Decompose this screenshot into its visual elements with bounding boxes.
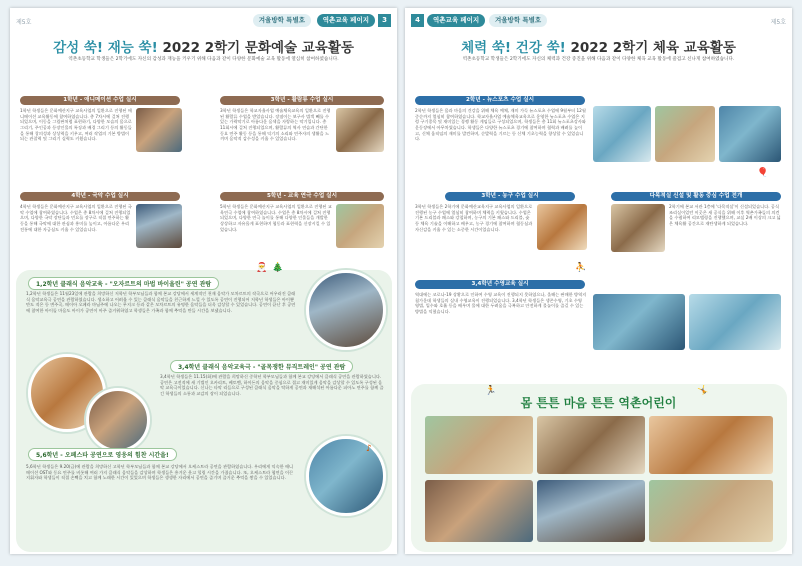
- kid-deco-icon: ⛹: [575, 263, 587, 273]
- section-body-grade3: 3학년 학생들은 학교자율사업 예술체육교육의 일환으로 진행된 활람류 수업을 받았습니다. 장점이는 보구사 법객 빼를 수 있는 가락악기로 아름다운 음색을 자랑하는 악기입니다. 총 11회시에 걸쳐 진행되었으며, 활람류의 역사 연습과 간단한 동요 연주 활동 등을 통해 익기의 소리와 연주자의 생활을 느끼며 음악적 감수성을 키울 수 있었습니다.: [220, 108, 331, 142]
- event2-body: 3,4학년 학생들은 11.15(화)에 관람을 희망하신 중학년 학부모님들과 함께 본교 강당에서 클래식 공연을 관람하였습니다. 공연은 고전적에 새 기법인 오카리트, 베토벤, 하이든의 음악을 중심으로 접고 재미있게 음악을 감상할 수 있도록 구성된 음악 교육극이었습니다. 신나는 타악 리듬으로 구성된 클래식 음악을 탁하게 공연과 재해석된 아름다운 피아노 연주를 함께 즐긴 학생들의 소통과 교감의 장이 되었습니다.: [160, 374, 384, 397]
- photo-multiroom: [611, 204, 665, 252]
- gallery-photo-2: [537, 416, 645, 474]
- issue-tag: 겨울방학 특별호: [253, 14, 311, 27]
- running-kid-icon: 🏃: [485, 386, 497, 396]
- photo-swimming-a: [593, 294, 685, 350]
- music-note-icon: ♪: [366, 444, 372, 454]
- section-title-newsports: 2학년 - 뉴스포츠 수업 실시: [415, 96, 585, 105]
- section-body-grade1: 1학년 학생들은 문화예산지구 교육사업의 일환으로 진행된 애니메이션 교육활동에 참여하였습니다. 총 7차시에 걸쳐 진행되었으며, 이동을 그림판처럼 표현하기, 다양한 모습의 몸으로 그리기, 주인공과 등장인물의 특징과 배경 그리기 등의 활동들을 통해 창의성과 상상력을 키우고, 여러 작업의 기본 방법이 되는 관찰력 및 그리기 실력도 키웠습니다.: [20, 108, 132, 142]
- photo-newsports-b: [655, 106, 715, 162]
- page-title: [405, 36, 792, 56]
- title-highlight: 감성 쑥! 재능 쑥!: [53, 40, 158, 56]
- photo-drama-class: [336, 204, 384, 248]
- page-tab-number: 3: [378, 14, 391, 27]
- section-title-multiroom: 다목적실 신설 및 활동 중심 수업 전개: [611, 192, 781, 201]
- page-tab-number: 4: [411, 14, 424, 27]
- section-title-grade3: 3학년 - 활람류 수업 실시: [220, 96, 384, 105]
- section-body-swimming: 역대에는 코로나-19 상황으로 인하여 수영 교육이 진행되지 못하였으나, 올해는 판매한 방역지침가운데 학생들의 실내 수영교육이 진행되었습니다. 3,4학년 학생들은 생존수영, 기초 수영 영법, 입수와 호흡 등을 배우며 물에 대한 두려움을 극복하고 안전하게 물놀이를 즐길 수 있는 방법을 익혔습니다.: [415, 292, 587, 315]
- section-body-newsports: 2학년 학생들은 몸과 마음의 건강을 위해 체육 예체, 재미 가득 뉴스포츠 수업에 9월부터 12월 중순까지 열심히 참여하였습니다. 학교자율사업 예술체육교육으로 운영한 뉴스포츠 수업은 지렁 구기종목 및 재미있는 경쟁 활동 게임들로 구성되었으며, 학생들은 총 11회 뉴스포츠강사와 운동장에서 아무차였습니다. 학생들은 다양한 뉴스포츠 경기에 참여하며 협력과 배려를 높이고, 신체 움직임의 재미를 발견하며, 순발력을 기르는 등 신체 기초능력을 향상할 수 있었습니다.: [415, 108, 586, 142]
- gallery-photo-3: [649, 416, 773, 474]
- section-body-grade4: 4학년 학생들은 문화예산지구 교육사업의 일환으로 진행된 국악 수업에 참여하였습니다. 수업은 총 8차시에 걸쳐 진행되었으며, 다양한 국악 장단들과 민요를 장구로 직접 연주하는 활동을 통해 국악에 대한 관심과 흥미를 높이고, 아름다운 우리 전통에 대한 자긍심도 키울 수 있었습니다.: [20, 204, 132, 232]
- section-title-swimming: 3,4학년 수영교육 실시: [415, 280, 585, 289]
- event1-title: 1,2학년 클래식 음악교육 - "오자르트의 마법 바이올린" 공연 관람: [28, 277, 219, 290]
- title-main: 2022 2학기 문화예술 교육활동: [162, 40, 354, 56]
- jumping-kid-icon: 🤸: [697, 386, 709, 396]
- page-number: 제5호: [16, 19, 32, 26]
- photo-newsports-c: [719, 106, 781, 162]
- tree-deco-icon: 🎄: [272, 263, 284, 273]
- photo-newsports-a: [593, 106, 651, 162]
- left-page: [10, 8, 397, 554]
- right-page-header: [411, 14, 786, 28]
- left-page-header: [16, 14, 391, 28]
- event1-body: 1,2학년 학생들은 11월23일에 관람을 희망하신 저학년 학부모님들과 함께 본교 강당에서 세계적인 천재 음악가 모차르트의 작곡으로 어우러진 클래식 음악교육극 공연을 관람하였습니다. 생소하고 어려울 수 있는 클래식 음악들을 친근하게 느낄 수 있도록 공연이 진행되어 저학년 학생들은 아이뿐만도 적은 등 변주곡, 메이아 오페라 마님주에 나오는 무지크 등과 같은 모차르트의 유명한 음악들을 더욱 감상할 수 있었습니다. 공연이 끝난 후 공연에 참여한 아이돌 마음도 아이가 공연이 아주 즐거워하였고 학생들은 가족과 함께 추억을 만들 시간을 보냈습니다.: [26, 291, 296, 314]
- gallery-title: 몸 튼튼 마음 튼튼 역촌어린이: [520, 396, 677, 410]
- title-main: 2022 2학기 체육 교육활동: [570, 40, 736, 56]
- page-subtitle: 역촌초등학교 학생들은 2학기에도 자신의 감성과 재능을 키우기 위해 다음과 같이 다양한 문화예술 교육 활동에 열심히 참여하였습니다.: [68, 57, 339, 62]
- santa-deco-icon: 🎅: [256, 263, 268, 273]
- photo-event1-circle: [306, 270, 386, 350]
- event2-title: 3,4학년 클래식 음악교육극 - "골목쟁한 뮤직트레인" 공연 관람: [170, 360, 353, 373]
- section-title-grade1: 1학년 - 애니메이션 수업 실시: [20, 96, 180, 105]
- gallery-photo-4: [425, 480, 533, 542]
- event3-body: 5,6학년 학생들은 9.20(금)에 관람을 희망하신 고학년 학부모님들과 함께 본교 강당에서 오케스트라 공연을 관람하였습니다. 우리에게 익숙한 애니메이션 OST와 동요 연주를 비롯해 여러 가지 클래식 음악들을 감상하며 학생들은 흥겨운 웃고 힐링 시간을 가졌습니다. 또, 오케스트라 협연을 이끈 지휘자와 학생들이 직접 손뼉을 치고 함께 노래한 시간이 있었으며 학생들은 생생한 자리에서 공연을 즐기며 즐거운 추억을 쌓을 수 있었습니다.: [26, 464, 294, 481]
- photo-instrument-class: [336, 108, 384, 152]
- section-tag: 역촌교육 페이지: [317, 14, 375, 27]
- photo-gugak-class: [136, 204, 182, 248]
- photo-basketball: [537, 204, 587, 250]
- gallery-photo-5: [537, 480, 645, 542]
- page-subtitle: 역촌초등학교 학생들은 2학기에도 자신의 체력과 건강 증진을 위해 다음과 같이 다양한 체육 교육 활동에 즐겁고 신나게 참여하였습니다.: [462, 57, 735, 62]
- gallery-photo-1: [425, 416, 533, 474]
- section-title-basketball: 3학년 - 농구 수업 실시: [445, 192, 575, 201]
- gallery-photo-6: [649, 480, 773, 542]
- photo-event2-circle-b: [86, 388, 150, 452]
- section-body-grade5: 5학년 학생들은 문화예산지구 교육사업의 일환으로 진행된 교육연극 수업에 참여하였습니다. 수업은 총 8차시에 걸쳐 진행되었으며, 다양한 연극 놀이를 통해 다양한 인물들을 개발한 상상하고 자유롭게 표현하며 협동과 표현력을 신장시킬 수 있었습니다.: [220, 204, 332, 232]
- section-tag: 역촌교육 페이지: [427, 14, 485, 27]
- section-title-grade5: 5학년 - 교육 연극 수업 실시: [220, 192, 384, 201]
- photo-animation-class: [136, 108, 182, 152]
- page-title: [10, 36, 397, 56]
- page-number: 제5호: [770, 19, 786, 26]
- event3-title: 5,6학년 - 오페스타 공연으로 영웅의 힘찬 시간을!: [28, 448, 177, 461]
- balloon-deco-icon: 🎈: [757, 168, 769, 178]
- section-body-basketball: 3학년 학생들은 2학기에 문화예산교육지구 교육사업의 일환으로 진행된 농구 수업에 열심히 참여하며 체력을 키웠습니다. 수업은 기본 드리블과 패스와 강철하며, 농구의 기본 패스와 드리블, 슛등 체육 기술을 이해하고 배우고, 농구 경기에 참여하며 협동심과 자신감을 키울 수 있는 소중한 시간이었습니다.: [415, 204, 533, 232]
- issue-tag: 겨울방학 특별호: [489, 14, 547, 27]
- section-body-multiroom: 2학기에 본교 서관 1층에 '다목적실'이 신설되었습니다. 공식조리실이었던 이곳은 새 공식을 위해 이후 역촌가족들의 의견을 수렴하여 리모델링을 진행했으며, 교실 2배 이상의 크고 넓은 체육활 공간으로 재탄생하게 되었습니다.: [669, 204, 781, 227]
- photo-event3-circle: [306, 436, 386, 516]
- section-title-grade4: 4학년 - 국악 수업 실시: [20, 192, 180, 201]
- photo-swimming-b: [689, 294, 781, 350]
- right-page: [405, 8, 792, 554]
- title-highlight: 체력 쑥! 건강 쑥!: [461, 40, 566, 56]
